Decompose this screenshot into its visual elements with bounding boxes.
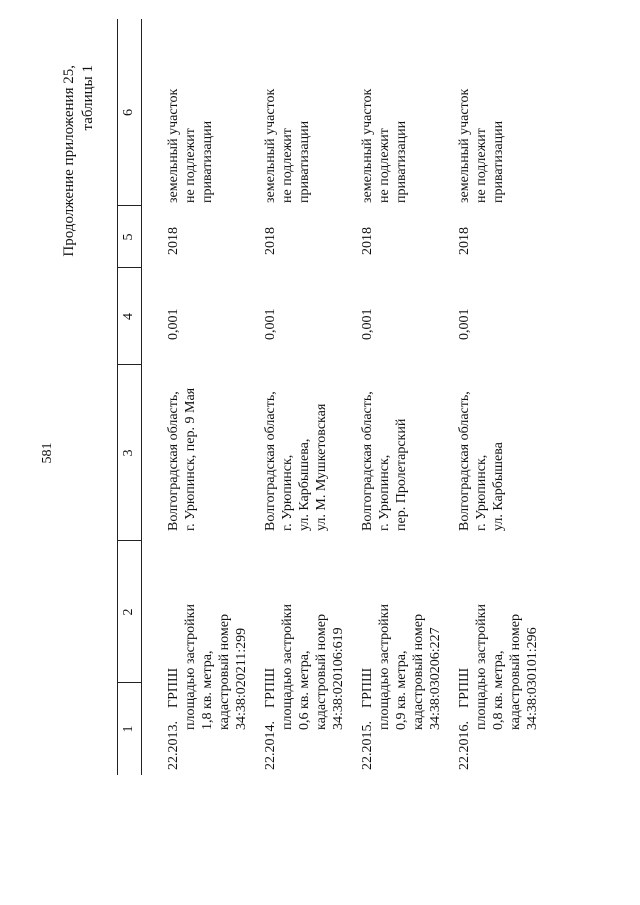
row-number: 22.2013. [166,721,181,770]
object-line: кадастровый номер [411,614,426,730]
object-line: 1,8 кв. метра, [200,650,215,730]
note-line: земельный участок [457,88,472,203]
object-line: 34:38:020106:619 [331,627,346,730]
object-line: ГРПШ [360,667,375,708]
address-line: пер. Пролетарский [394,418,409,531]
address-line: Волгоградская область, [457,391,472,531]
object-line: ГРПШ [457,667,472,708]
note-line: не подлежит [474,128,489,203]
object-line: кадастровый номер [314,614,329,730]
value: 0,001 [457,308,472,340]
object-line: ГРПШ [263,667,278,708]
object-line: 34:38:020211:299 [234,627,249,730]
address-line: ул. Карбышева, [297,438,312,531]
caption-line: Продолжение приложения 25, [61,65,77,257]
address [359,391,410,531]
year: 2018 [263,227,278,255]
value: 0,001 [263,308,278,340]
note-line: приватизации [200,120,215,203]
object-line: 0,9 кв. метра, [394,650,409,730]
header-col-6: 6 [121,109,136,116]
row-number: 22.2015. [360,721,375,770]
object-description [359,604,444,730]
object-line: площадью застройки [183,604,198,730]
header-col-2: 2 [121,608,136,616]
note-line: не подлежит [377,128,392,203]
page-number: 581 [40,442,55,464]
address-line: г. Урюпинск, [474,454,489,531]
note-line: земельный участок [166,88,181,203]
year: 2018 [166,227,181,255]
object-line: 0,8 кв. метра, [491,650,506,730]
address-line: Волгоградская область, [263,391,278,531]
table-header-bottom-border [141,19,142,775]
address [165,388,199,531]
header-col-5: 5 [121,233,136,241]
header-col-3: 3 [121,449,136,457]
object-line: площадью застройки [377,604,392,730]
year: 2018 [360,227,375,255]
address-line: Волгоградская область, [166,391,181,531]
object-line: 34:38:030206:227 [428,627,443,730]
caption-line: таблицы 1 [80,65,96,131]
object-line: площадью застройки [474,604,489,730]
address-line: г. Урюпинск, пер. 9 Мая [183,387,198,531]
note-line: не подлежит [183,128,198,203]
note [165,89,216,203]
note [456,89,507,203]
address-line: г. Урюпинск, [377,454,392,531]
value: 0,001 [360,308,375,340]
address [262,391,330,531]
table-caption [60,65,98,305]
address [456,391,507,531]
address-line: ул. Карбышева [491,442,506,531]
object-line: 34:38:030101:296 [525,627,540,730]
object-line: площадью застройки [280,604,295,730]
row-number: 22.2016. [457,721,472,770]
address-line: ул. М. Мушкетовская [314,403,329,531]
value: 0,001 [166,308,181,340]
address-line: г. Урюпинск, [280,454,295,531]
year: 2018 [457,227,472,255]
row-number: 22.2014. [263,721,278,770]
header-col-1: 1 [121,725,136,733]
object-description [456,604,541,730]
note-line: земельный участок [360,88,375,203]
note-line: приватизации [297,120,312,203]
note-line: земельный участок [263,88,278,203]
note [262,89,313,203]
note-line: приватизации [491,120,506,203]
object-line: 0,6 кв. метра, [297,650,312,730]
note-line: приватизации [394,120,409,203]
object-line: кадастровый номер [217,614,232,730]
note [359,89,410,203]
object-description [165,604,250,730]
address-line: Волгоградская область, [360,391,375,531]
note-line: не подлежит [280,128,295,203]
header-col-4: 4 [121,313,136,320]
object-line: ГРПШ [166,667,181,708]
object-description [262,604,347,730]
object-line: кадастровый номер [508,614,523,730]
